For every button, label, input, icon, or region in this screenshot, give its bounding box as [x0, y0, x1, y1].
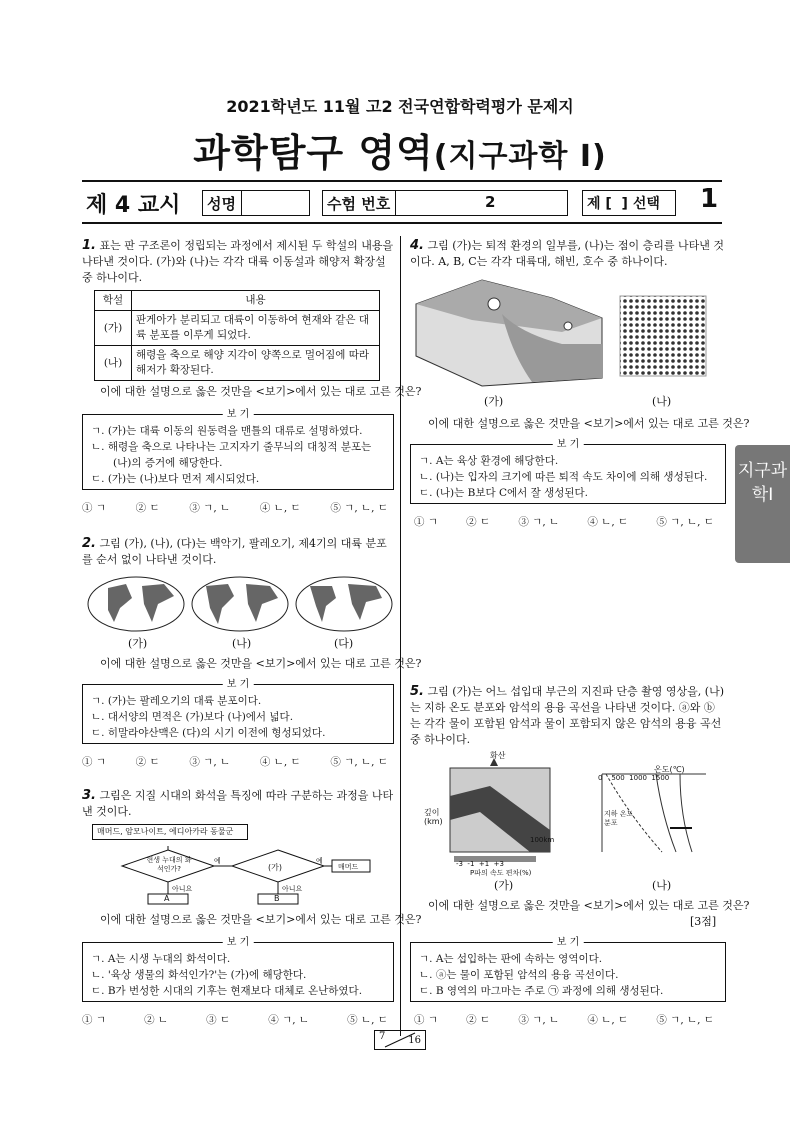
page-total: 16	[408, 1035, 421, 1046]
q5-scale-label: 100km	[530, 836, 555, 844]
name-label: 성명	[207, 195, 236, 213]
q1-table-header-theory: 학설	[95, 291, 132, 311]
q1-bogi-title: 보 기	[223, 407, 254, 423]
exam-number-label: 수험 번호	[327, 195, 391, 213]
q3-choices	[82, 1012, 388, 1027]
q4-label-na: (나)	[652, 395, 672, 408]
q1-choice-3[interactable]: ③ ㄱ, ㄴ	[189, 502, 231, 514]
page-number: 1	[700, 184, 719, 214]
q1-ask: 이에 대한 설명으로 옳은 것만을 <보기>에서 있는 대로 고른 것은?	[100, 385, 422, 398]
question-1	[82, 238, 394, 286]
q4-bogi-item-2: ㄴ. (나)는 입자의 크기에 따른 퇴적 속도 차이에 의해 생성된다.	[419, 471, 708, 483]
question-1-number: 1.	[82, 238, 96, 253]
q4-graded-bedding-figure	[620, 296, 706, 376]
q2-ask: 이에 대한 설명으로 옳은 것만을 <보기>에서 있는 대로 고른 것은?	[100, 657, 422, 670]
q4-figures	[412, 274, 712, 390]
question-2	[82, 536, 394, 568]
q1-bogi-item-2b: (나)의 증거에 해당한다.	[113, 457, 223, 469]
choice-field[interactable]	[582, 190, 676, 216]
q2-bogi-title: 보 기	[223, 677, 254, 693]
q2-choice-4[interactable]: ④ ㄴ, ㄷ	[259, 756, 301, 768]
q4-choice-4[interactable]: ④ ㄴ, ㄷ	[587, 516, 629, 528]
q4-bogi-title: 보 기	[553, 437, 584, 453]
question-3	[82, 788, 394, 820]
q5-bogi-item-1: ㄱ. A는 섭입하는 판에 속하는 영역이다.	[419, 953, 603, 965]
q1-choice-4[interactable]: ④ ㄴ, ㄷ	[259, 502, 301, 514]
q5-choices	[414, 1012, 714, 1027]
question-4-number: 4.	[410, 238, 424, 253]
subject-side-tab: 지구과학Ⅰ	[735, 445, 790, 563]
q3-box-a: A	[164, 894, 170, 903]
map-na	[192, 577, 288, 631]
question-1-text: 표는 판 구조론이 정립되는 과정에서 제시된 두 학설의 내용을 나타낸 것이다. (가)와 (나)는 각각 대륙 이동설과 해양저 확장설 중 하나이다.	[82, 239, 394, 284]
q1-choices	[82, 500, 388, 515]
q2-bogi-item-2: ㄴ. 대서양의 면적은 (가)보다 (나)에서 넓다.	[91, 711, 294, 723]
q3-bogi-title: 보 기	[223, 935, 254, 951]
q3-choice-3[interactable]: ③ ㄷ	[206, 1014, 231, 1026]
q2-choice-2[interactable]: ② ㄷ	[135, 756, 160, 768]
q3-fossil-list-box: 매머드, 암모나이트, 에디아카라 동물군	[92, 824, 248, 840]
q1-choice-2[interactable]: ② ㄷ	[135, 502, 160, 514]
q5-choice-2[interactable]: ② ㄷ	[466, 1014, 491, 1026]
q3-decision-1: 현생 누대의 화석인가?	[146, 856, 192, 873]
q2-bogi-item-3: ㄷ. 히말라야산맥은 (다)의 시기 이전에 형성되었다.	[91, 727, 326, 739]
q5-bogi-box	[410, 937, 726, 1002]
q4-choices	[414, 514, 714, 529]
header-rule-top	[82, 180, 722, 182]
q4-choice-3[interactable]: ③ ㄱ, ㄴ	[518, 516, 560, 528]
q3-bogi-item-3: ㄷ. B가 번성한 시대의 기후는 현재보다 대체로 온난하였다.	[91, 985, 363, 997]
q3-decision-2: (가)	[268, 863, 282, 872]
q5-volcano-label: 화산	[490, 751, 506, 760]
q4-choice-1[interactable]: ① ㄱ	[414, 516, 438, 528]
q5-points: [3점]	[690, 915, 717, 928]
q2-choices	[82, 754, 388, 769]
q2-label-da: (다)	[334, 637, 354, 650]
q1-table	[94, 290, 380, 381]
header-rule-bottom	[82, 222, 722, 224]
q4-environment-figure	[416, 280, 602, 386]
choice-label: 제 [ ] 선택	[587, 196, 660, 212]
q4-bogi-box	[410, 439, 726, 504]
question-5-number: 5.	[410, 684, 424, 699]
map-ga	[88, 577, 184, 631]
question-2-number: 2.	[82, 536, 96, 551]
q5-depth-label: 깊이(km)	[424, 808, 443, 826]
q2-world-maps	[86, 574, 394, 634]
q5-bogi-title: 보 기	[553, 935, 584, 951]
name-divider	[241, 191, 242, 215]
q1-table-header-content: 내용	[132, 291, 380, 311]
q5-ground-temp-label: 지하 온도 분포	[604, 810, 634, 827]
q3-choice-5[interactable]: ⑤ ㄴ, ㄷ	[347, 1014, 388, 1026]
page-current: 7	[379, 1031, 386, 1042]
question-2-text: 그림 (가), (나), (다)는 백악기, 팔레오기, 제4기의 대륙 분포를 순서 없이 나타낸 것이다.	[82, 537, 387, 566]
q1-bogi-item-2: ㄴ. 해령을 축으로 나타나는 고지자기 줄무늬의 대칭적 분포는	[91, 441, 372, 453]
q1-choice-1[interactable]: ① ㄱ	[82, 502, 106, 514]
q2-choice-5[interactable]: ⑤ ㄱ, ㄴ, ㄷ	[330, 756, 388, 768]
exam-number-divider	[395, 191, 396, 215]
q5-choice-4[interactable]: ④ ㄴ, ㄷ	[587, 1014, 629, 1026]
q5-p-axis-label: P파의 속도 편차(%)	[470, 869, 532, 877]
exam-number-digit: 2	[485, 193, 496, 211]
exam-number-field[interactable]	[322, 190, 568, 216]
q1-row1-content: 판게아가 분리되고 대륙이 이동하여 현재와 같은 대륙 분포를 이루게 되었다.	[132, 311, 380, 346]
q5-temp-ticks: 0 500 1000 1500	[598, 774, 670, 782]
q5-choice-1[interactable]: ① ㄱ	[414, 1014, 438, 1026]
exam-header-top: 2021학년도 11월 고2 전국연합학력평가 문제지	[226, 97, 574, 116]
q2-choice-1[interactable]: ① ㄱ	[82, 756, 106, 768]
q5-label-na: (나)	[652, 879, 672, 892]
q1-bogi-item-1: ㄱ. (가)는 대륙 이동의 원동력을 맨틀의 대류로 설명하였다.	[91, 425, 363, 437]
name-field[interactable]	[202, 190, 310, 216]
q1-row2-label: (나)	[95, 346, 132, 381]
question-5-text: 그림 (가)는 어느 섭입대 부근의 지진파 단층 촬영 영상을, (나)는 지하 온도 분포와 암석의 용융 곡선을 나타낸 것이다. ⓐ와 ⓑ는 각각 물이 포함된 암석과 물이 포함되지 않은 암석의 용융 곡선 중 하나이다.	[410, 685, 725, 746]
question-4-text: 그림 (가)는 퇴적 환경의 일부를, (나)는 점이 층리를 나타낸 것이다. A, B, C는 각각 대륙대, 해빈, 호수 중 하나이다.	[410, 239, 725, 268]
q3-yes-1: 예	[214, 857, 221, 865]
period-label: 제 4 교시	[86, 193, 181, 218]
q3-no-2: 아니요	[282, 885, 303, 893]
q1-choice-5[interactable]: ⑤ ㄱ, ㄴ, ㄷ	[330, 502, 388, 514]
q4-label-ga: (가)	[484, 395, 504, 408]
q4-choice-5[interactable]: ⑤ ㄱ, ㄴ, ㄷ	[656, 516, 714, 528]
q3-flowchart	[92, 840, 372, 906]
q5-ask: 이에 대한 설명으로 옳은 것만을 <보기>에서 있는 대로 고른 것은?	[428, 899, 750, 912]
q4-ask: 이에 대한 설명으로 옳은 것만을 <보기>에서 있는 대로 고른 것은?	[428, 417, 750, 430]
q5-choice-5[interactable]: ⑤ ㄱ, ㄴ, ㄷ	[656, 1014, 714, 1026]
q1-row2-content: 해령을 축으로 해양 지각이 양쪽으로 멀어짐에 따라 해저가 확장된다.	[132, 346, 380, 381]
q5-tick-labels: -3 -1 +1 +3	[456, 860, 504, 868]
q3-box-b: B	[274, 894, 280, 903]
q3-choice-1[interactable]: ① ㄱ	[82, 1014, 106, 1026]
q3-yes-2: 예	[316, 857, 323, 865]
q2-bogi-box	[82, 679, 394, 744]
q3-bogi-item-2: ㄴ. '육상 생물의 화석인가?'는 (가)에 해당한다.	[91, 969, 307, 981]
q1-row1-label: (가)	[95, 311, 132, 346]
q3-bogi-item-1: ㄱ. A는 시생 누대의 화석이다.	[91, 953, 231, 965]
q5-choice-3[interactable]: ③ ㄱ, ㄴ	[518, 1014, 560, 1026]
q2-choice-3[interactable]: ③ ㄱ, ㄴ	[189, 756, 231, 768]
exam-title	[0, 122, 800, 177]
q2-bogi-item-1: ㄱ. (가)는 팔레오기의 대륙 분포이다.	[91, 695, 262, 707]
question-4	[410, 238, 724, 270]
question-5	[410, 684, 724, 748]
q5-label-ga: (가)	[494, 879, 514, 892]
q3-choice-4[interactable]: ④ ㄱ, ㄴ	[268, 1014, 310, 1026]
page-indicator	[374, 1030, 426, 1050]
q4-bogi-item-1: ㄱ. A는 육상 환경에 해당한다.	[419, 455, 559, 467]
q5-tomography-figure	[450, 758, 550, 862]
q1-bogi-box	[82, 409, 394, 490]
q3-out-mammoth: 매머드	[338, 863, 359, 871]
title-main: 과학탐구 영역	[193, 131, 434, 175]
q3-no-1: 아니요	[172, 885, 193, 893]
q5-bogi-item-2: ㄴ. ⓐ는 물이 포함된 암석의 용융 곡선이다.	[419, 969, 619, 981]
title-sub: (지구과학 Ⅰ)	[433, 139, 607, 174]
q2-label-na: (나)	[232, 637, 252, 650]
q5-bogi-item-3: ㄷ. B 영역의 마그마는 주로 ㉠ 과정에 의해 생성된다.	[419, 985, 664, 997]
q3-bogi-box	[82, 937, 394, 1002]
q5-temp-label: 온도(℃)	[654, 765, 685, 774]
q3-ask: 이에 대한 설명으로 옳은 것만을 <보기>에서 있는 대로 고른 것은?	[100, 913, 422, 926]
q4-choice-2[interactable]: ② ㄷ	[466, 516, 491, 528]
question-3-text: 그림은 지질 시대의 화석을 특징에 따라 구분하는 과정을 나타낸 것이다.	[82, 789, 394, 818]
q2-label-ga: (가)	[128, 637, 148, 650]
map-da	[296, 577, 392, 631]
q3-choice-2[interactable]: ② ㄴ	[144, 1014, 169, 1026]
q4-bogi-item-3: ㄷ. (나)는 B보다 C에서 잘 생성된다.	[419, 487, 589, 499]
question-3-number: 3.	[82, 788, 96, 803]
q1-bogi-item-3: ㄷ. (가)는 (나)보다 먼저 제시되었다.	[91, 473, 260, 485]
